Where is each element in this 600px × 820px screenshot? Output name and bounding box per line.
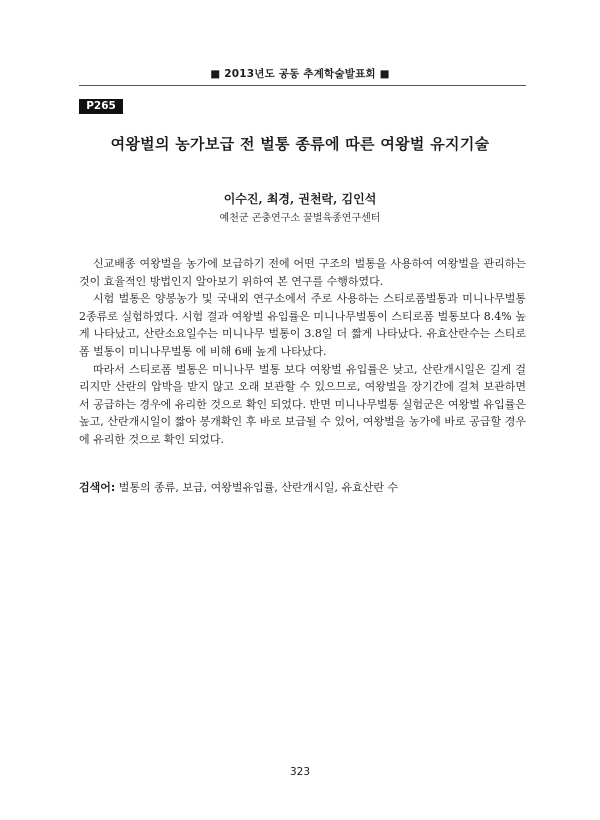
paper-title: 여왕벌의 농가보급 전 벌통 종류에 따른 여왕벌 유지기술: [110, 135, 490, 153]
keywords-text: 벌통의 종류, 보급, 여왕벌유입률, 산란개시일, 유효산란 수: [115, 481, 399, 494]
author-list: 이수진, 최경, 권천락, 김인석: [223, 192, 377, 206]
header-divider: [79, 85, 526, 86]
page-number: 323: [289, 766, 311, 778]
abstract-body: [79, 255, 526, 449]
keywords-label: 검색어:: [79, 481, 116, 494]
keywords-line: [79, 479, 526, 496]
author-affiliation: 예천군 곤충연구소 꿀벌육종연구센터: [219, 213, 381, 224]
poster-id-badge: P265: [79, 99, 123, 114]
abstract-paragraph-2: 시험 벌통은 양봉농가 및 국내외 연구소에서 주로 사용하는 스티로폼벌통과 미니나무벌통 2종류로 실험하였다. 시험 결과 여왕벌 유입률은 미니나무벌통이 스티로폼 벌통보다 8.4% 높게 나타났고, 산란소요일수는 미니나무 벌통이 3.8일 더 짧게 나타났다. 유효산란수는 스티로폼 벌통이 미니나무벌통 에 비해 6배 높게 나타났다.: [79, 292, 526, 358]
abstract-paragraph-1: 신교배종 여왕벌을 농가에 보급하기 전에 어떤 구조의 벌통을 사용하여 여왕벌을 관리하는 것이 효율적인 방법인지 알아보기 위하여 본 연구를 수행하였다.: [79, 257, 526, 288]
proceedings-header: ■ 2013년도 공동 추계학술발표회 ■: [210, 68, 390, 80]
abstract-paragraph-3: 따라서 스티로폼 벌통은 미니나무 벌통 보다 여왕벌 유입률은 낮고, 산란개시일은 길게 걸리지만 산란의 압박을 받지 않고 오래 보관할 수 있으므로, 여왕벌을 장기간에 걸쳐 보관하면서 공급하는 경우에 유리한 것으로 확인 되었다. 반면 미니나무벌통 실험군은 여왕벌 유입률은 높고, 산란개시일이 짧아 봉개확인 후 바로 보급될 수 있어, 여왕벌을 농가에 바로 공급할 경우에 유리한 것으로 확인 되었다.: [79, 362, 526, 446]
